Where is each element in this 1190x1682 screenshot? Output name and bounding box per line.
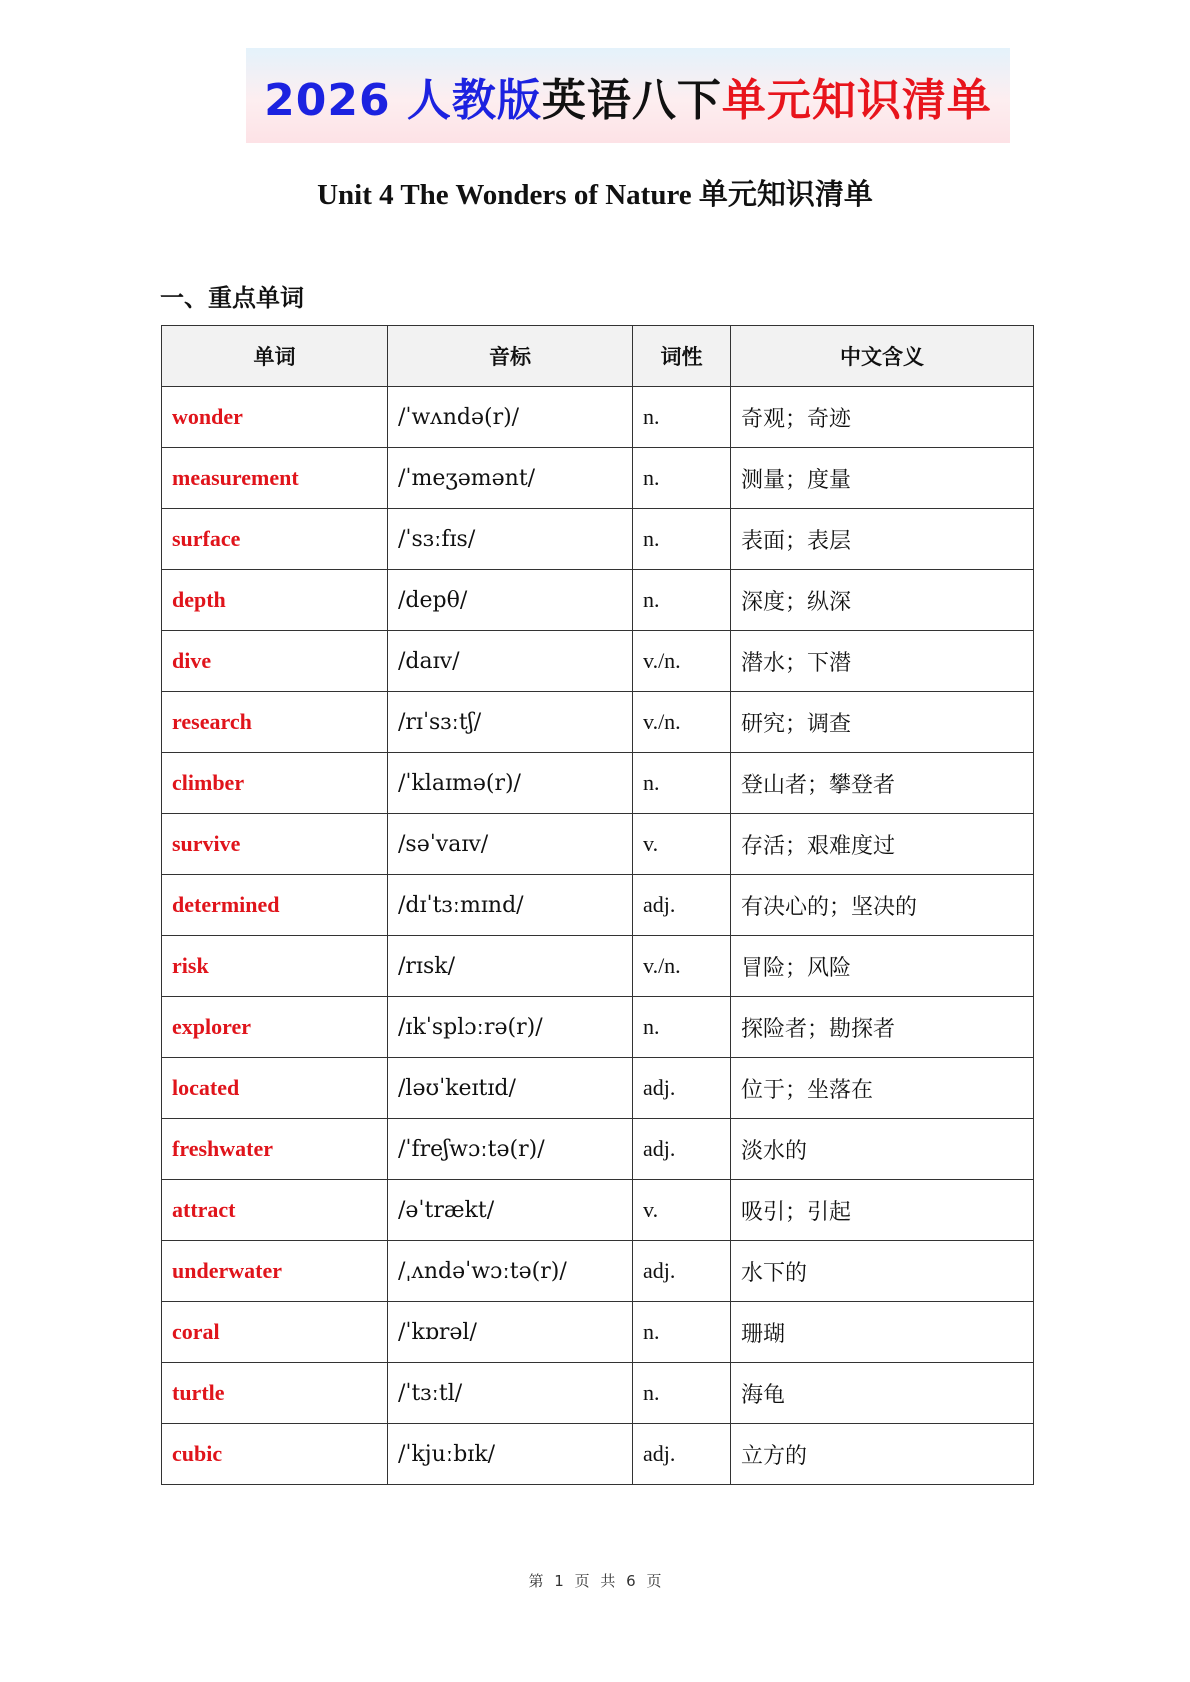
unit-subtitle: Unit 4 The Wonders of Nature 单元知识清单 bbox=[317, 179, 873, 211]
table-row bbox=[162, 936, 1034, 997]
word-cell: wonder bbox=[162, 387, 388, 448]
meaning-cell: 吸引；引起 bbox=[731, 1180, 1034, 1241]
word-cell: climber bbox=[162, 753, 388, 814]
banner-title-part-list: 单元知识清单 bbox=[721, 74, 992, 126]
part-of-speech-cell: n. bbox=[633, 1363, 731, 1424]
table-row bbox=[162, 1058, 1034, 1119]
meaning-cell: 表面；表层 bbox=[731, 509, 1034, 570]
phonetic-cell: /ˈwʌndə(r)/ bbox=[388, 387, 633, 448]
part-of-speech-cell: n. bbox=[633, 570, 731, 631]
phonetic-cell: /ləʊˈkeɪtɪd/ bbox=[388, 1058, 633, 1119]
meaning-cell: 研究；调查 bbox=[731, 692, 1034, 753]
word-cell: freshwater bbox=[162, 1119, 388, 1180]
word-cell: turtle bbox=[162, 1363, 388, 1424]
phonetic-cell: /ˈkɒrəl/ bbox=[388, 1302, 633, 1363]
table-row bbox=[162, 448, 1034, 509]
table-row bbox=[162, 1241, 1034, 1302]
part-of-speech-cell: adj. bbox=[633, 1058, 731, 1119]
banner-title-part-subject: 英语八下 bbox=[541, 74, 722, 126]
phonetic-cell: /ˈsɜːfɪs/ bbox=[388, 509, 633, 570]
part-of-speech-cell: v. bbox=[633, 1180, 731, 1241]
phonetic-cell: /depθ/ bbox=[388, 570, 633, 631]
banner-title-part-edition: 2026 人教版 bbox=[264, 74, 542, 126]
phonetic-cell: /əˈtrækt/ bbox=[388, 1180, 633, 1241]
part-of-speech-cell: adj. bbox=[633, 875, 731, 936]
phonetic-cell: /ˈtɜːtl/ bbox=[388, 1363, 633, 1424]
table-row bbox=[162, 509, 1034, 570]
word-cell: risk bbox=[162, 936, 388, 997]
phonetic-cell: /ˈklaɪmə(r)/ bbox=[388, 753, 633, 814]
table-row bbox=[162, 1180, 1034, 1241]
part-of-speech-cell: n. bbox=[633, 1302, 731, 1363]
table-row bbox=[162, 1363, 1034, 1424]
meaning-cell: 存活；艰难度过 bbox=[731, 814, 1034, 875]
part-of-speech-cell: v./n. bbox=[633, 692, 731, 753]
meaning-cell: 登山者；攀登者 bbox=[731, 753, 1034, 814]
table-row bbox=[162, 692, 1034, 753]
part-of-speech-cell: n. bbox=[633, 387, 731, 448]
page-number: 第 1 页 共 6 页 bbox=[528, 1572, 662, 1590]
meaning-cell: 冒险；风险 bbox=[731, 936, 1034, 997]
part-of-speech-cell: n. bbox=[633, 448, 731, 509]
word-cell: coral bbox=[162, 1302, 388, 1363]
table-row bbox=[162, 1424, 1034, 1485]
phonetic-cell: /ˈkjuːbɪk/ bbox=[388, 1424, 633, 1485]
part-of-speech-cell: n. bbox=[633, 997, 731, 1058]
word-cell: survive bbox=[162, 814, 388, 875]
table-row bbox=[162, 753, 1034, 814]
word-cell: measurement bbox=[162, 448, 388, 509]
part-of-speech-cell: adj. bbox=[633, 1119, 731, 1180]
phonetic-cell: /ˈfreʃwɔːtə(r)/ bbox=[388, 1119, 633, 1180]
word-cell: determined bbox=[162, 875, 388, 936]
table-row bbox=[162, 1302, 1034, 1363]
word-cell: explorer bbox=[162, 997, 388, 1058]
table-row bbox=[162, 631, 1034, 692]
word-cell: attract bbox=[162, 1180, 388, 1241]
phonetic-cell: /səˈvaɪv/ bbox=[388, 814, 633, 875]
header-part-of-speech: 词性 bbox=[633, 326, 731, 387]
section-heading-key-words: 一、重点单词 bbox=[160, 283, 304, 312]
vocabulary-table bbox=[161, 325, 1034, 1485]
phonetic-cell: /ˈmeʒəmənt/ bbox=[388, 448, 633, 509]
meaning-cell: 探险者；勘探者 bbox=[731, 997, 1034, 1058]
meaning-cell: 位于；坐落在 bbox=[731, 1058, 1034, 1119]
title-banner bbox=[246, 48, 1010, 143]
meaning-cell: 立方的 bbox=[731, 1424, 1034, 1485]
part-of-speech-cell: n. bbox=[633, 753, 731, 814]
meaning-cell: 水下的 bbox=[731, 1241, 1034, 1302]
word-cell: research bbox=[162, 692, 388, 753]
table-row bbox=[162, 814, 1034, 875]
word-cell: underwater bbox=[162, 1241, 388, 1302]
part-of-speech-cell: v. bbox=[633, 814, 731, 875]
meaning-cell: 测量；度量 bbox=[731, 448, 1034, 509]
word-cell: cubic bbox=[162, 1424, 388, 1485]
part-of-speech-cell: adj. bbox=[633, 1424, 731, 1485]
word-cell: located bbox=[162, 1058, 388, 1119]
meaning-cell: 深度；纵深 bbox=[731, 570, 1034, 631]
table-row bbox=[162, 875, 1034, 936]
phonetic-cell: /daɪv/ bbox=[388, 631, 633, 692]
table-body bbox=[162, 387, 1034, 1485]
header-meaning: 中文含义 bbox=[731, 326, 1034, 387]
meaning-cell: 潜水；下潜 bbox=[731, 631, 1034, 692]
meaning-cell: 有决心的；坚决的 bbox=[731, 875, 1034, 936]
meaning-cell: 奇观；奇迹 bbox=[731, 387, 1034, 448]
phonetic-cell: /rɪˈsɜːtʃ/ bbox=[388, 692, 633, 753]
meaning-cell: 海龟 bbox=[731, 1363, 1034, 1424]
header-phonetic: 音标 bbox=[388, 326, 633, 387]
table-row bbox=[162, 997, 1034, 1058]
table-row bbox=[162, 1119, 1034, 1180]
part-of-speech-cell: v./n. bbox=[633, 936, 731, 997]
part-of-speech-cell: n. bbox=[633, 509, 731, 570]
word-cell: surface bbox=[162, 509, 388, 570]
phonetic-cell: /dɪˈtɜːmɪnd/ bbox=[388, 875, 633, 936]
meaning-cell: 淡水的 bbox=[731, 1119, 1034, 1180]
word-cell: dive bbox=[162, 631, 388, 692]
table-header-row bbox=[162, 326, 1034, 387]
meaning-cell: 珊瑚 bbox=[731, 1302, 1034, 1363]
table-row bbox=[162, 570, 1034, 631]
banner-title bbox=[264, 64, 992, 128]
phonetic-cell: /ɪkˈsplɔːrə(r)/ bbox=[388, 997, 633, 1058]
word-cell: depth bbox=[162, 570, 388, 631]
phonetic-cell: /rɪsk/ bbox=[388, 936, 633, 997]
phonetic-cell: /ˌʌndəˈwɔːtə(r)/ bbox=[388, 1241, 633, 1302]
part-of-speech-cell: adj. bbox=[633, 1241, 731, 1302]
table-row bbox=[162, 387, 1034, 448]
part-of-speech-cell: v./n. bbox=[633, 631, 731, 692]
header-word: 单词 bbox=[162, 326, 388, 387]
